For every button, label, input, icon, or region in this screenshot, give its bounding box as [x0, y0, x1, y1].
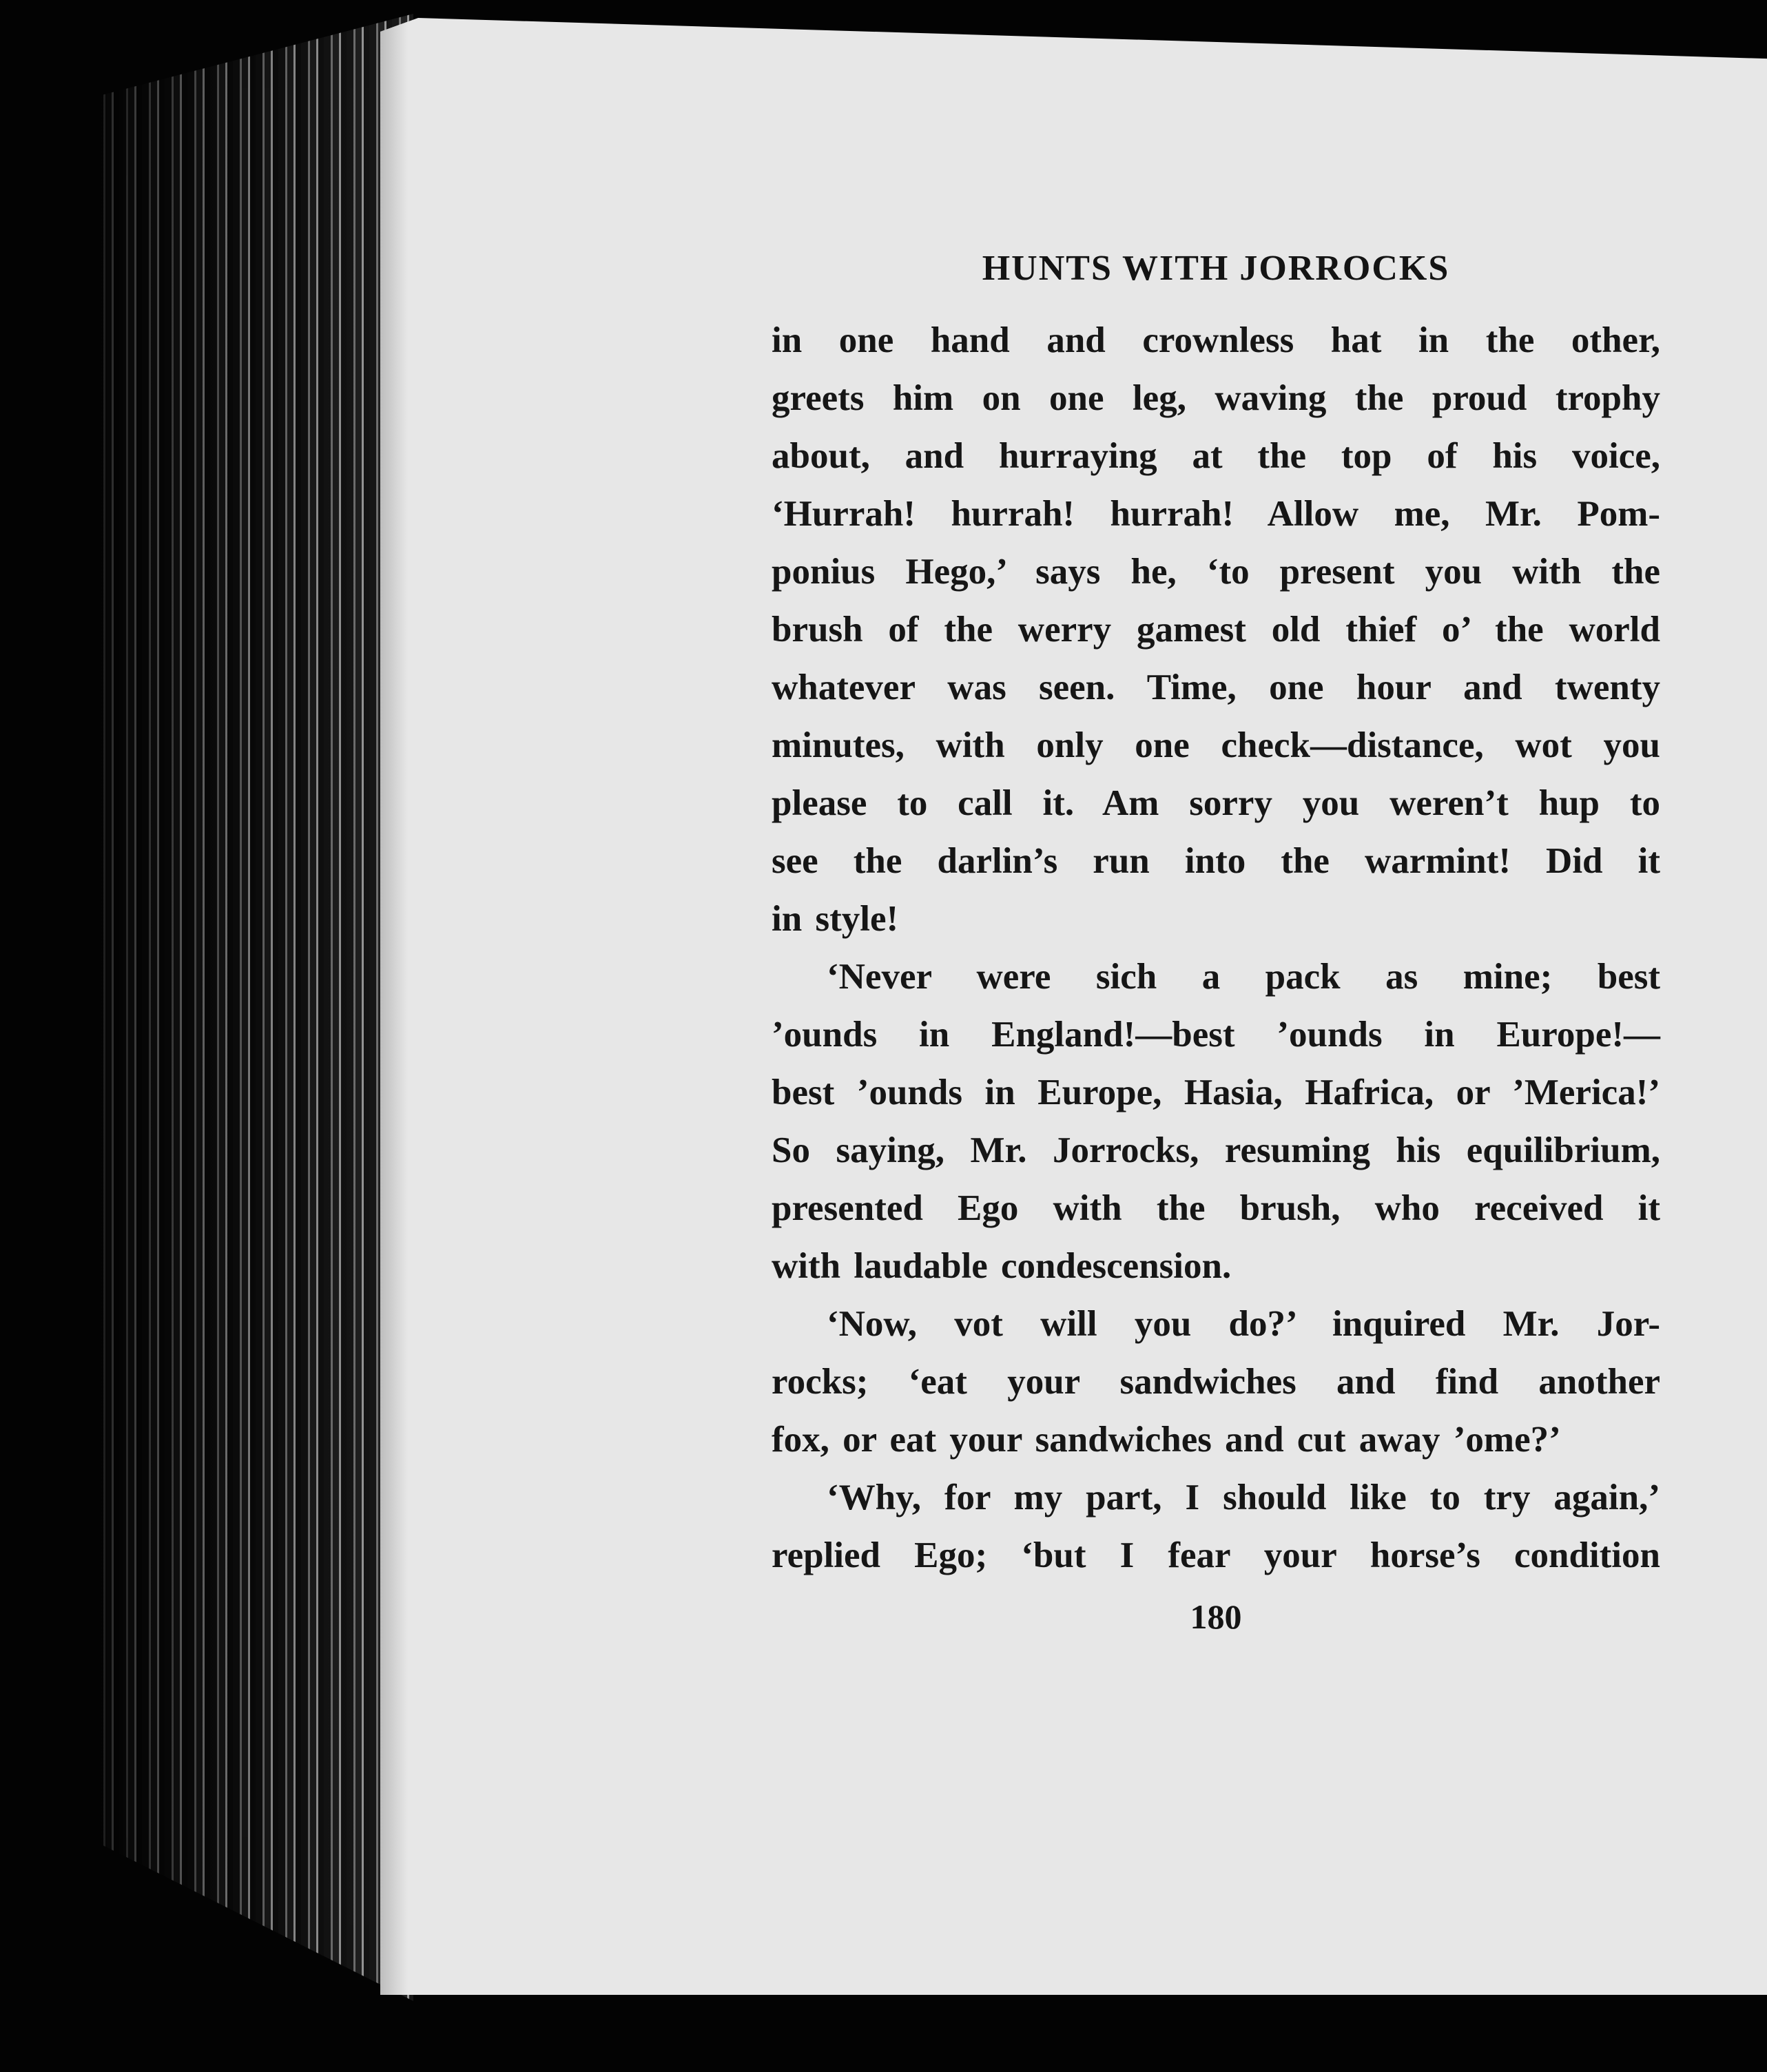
text-line: ‘Why, for my part, I should like to try again,’ [827, 1478, 1660, 1517]
running-head: HUNTS WITH JORROCKS [982, 249, 1450, 288]
text-line: rocks; ‘eat your sandwiches and find another [772, 1362, 1660, 1402]
text-line: best ’ounds in Europe, Hasia, Hafrica, or ’Merica!’ [772, 1073, 1660, 1112]
body-text [772, 311, 1660, 1584]
text-line: ponius Hego,’ says he, ‘to present you with the [772, 552, 1660, 592]
text-line: replied Ego; ‘but I fear your horse’s condition [772, 1535, 1660, 1575]
text-line: greets him on one leg, waving the proud trophy [772, 378, 1660, 418]
text-line: with laudable condescension. [772, 1246, 1232, 1286]
text-line: ’ounds in England!—best ’ounds in Europe!— [772, 1015, 1660, 1055]
page-number: 180 [1190, 1597, 1242, 1636]
text-line: So saying, Mr. Jorrocks, resuming his equilibrium, [772, 1130, 1660, 1170]
text-line: ‘Hurrah! hurrah! hurrah! Allow me, Mr. Pom- [772, 494, 1660, 534]
stacked-page-edges [96, 14, 413, 2001]
text-line: in style! [772, 899, 899, 939]
text-line: fox, or eat your sandwiches and cut away ’ome?’ [772, 1420, 1561, 1460]
text-line: see the darlin’s run into the warmint! Did it [772, 841, 1660, 881]
text-line: about, and hurraying at the top of his voice, [772, 436, 1660, 476]
text-line: please to call it. Am sorry you weren’t hup to [772, 783, 1660, 823]
text-line: presented Ego with the brush, who received it [772, 1188, 1660, 1228]
text-line: ‘Now, vot will you do?’ inquired Mr. Jor- [827, 1304, 1660, 1344]
text-line: ‘Never were sich a pack as mine; best [827, 957, 1660, 997]
text-line: whatever was seen. Time, one hour and twenty [772, 667, 1660, 707]
text-line: minutes, with only one check—distance, wot you [772, 725, 1660, 765]
text-line: brush of the werry gamest old thief o’ the world [772, 610, 1660, 650]
text-line: in one hand and crownless hat in the other, [772, 320, 1660, 360]
